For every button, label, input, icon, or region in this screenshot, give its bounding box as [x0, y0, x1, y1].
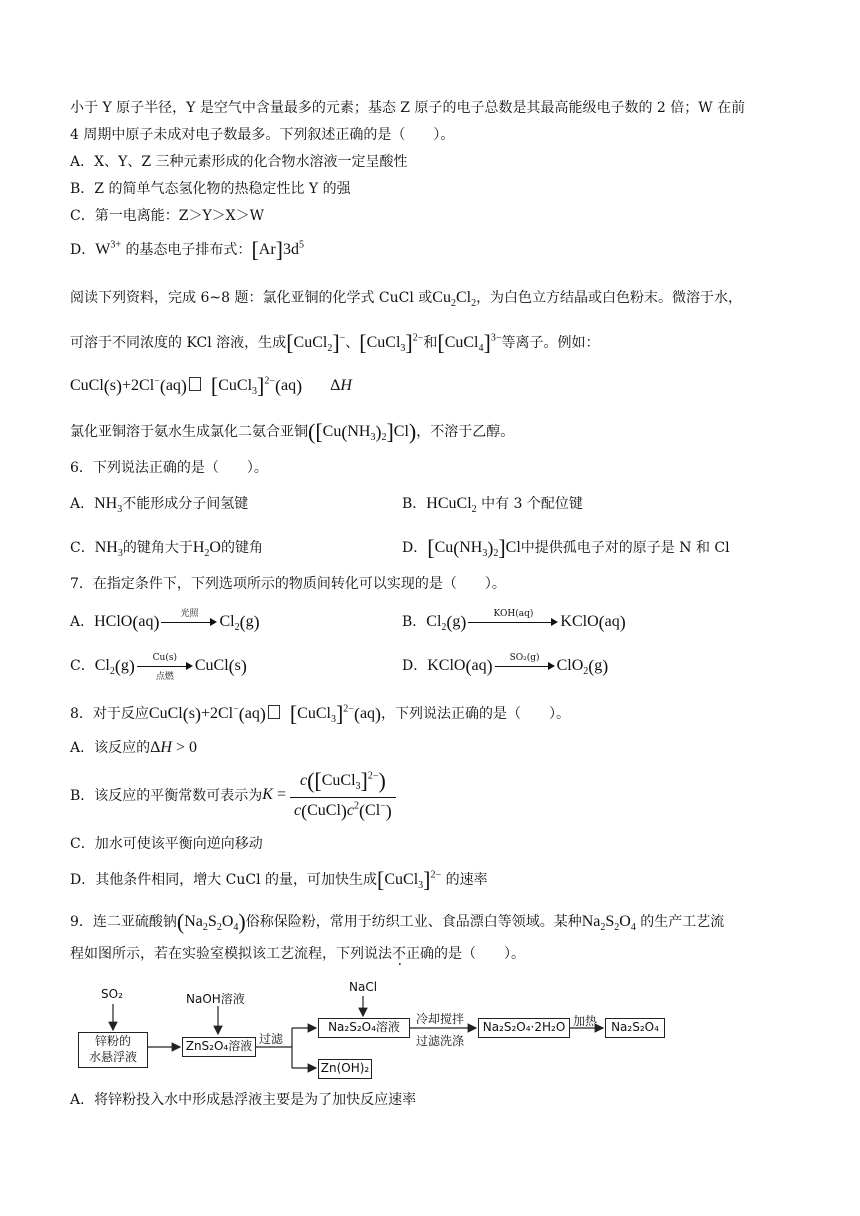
intro-line-1: 小于 Y 原子半径，Y 是空气中含量最多的元素；基态 Z 原子的电子总数是其最高能级电子数的 2 倍；W 在前 [70, 100, 746, 116]
hydrate-box: Na₂S₂O₄·2H₂O [478, 1018, 570, 1038]
intro-line-2: 4 周期中原子未成对电子数最多。下列叙述正确的是（ ）。 [70, 127, 455, 143]
zn-oh2-box: Zn(OH)₂ [318, 1059, 372, 1079]
reading-equation: CuCl(s)+2Cl−(aq) [CuCl$_3$]$^{2-}$(aq) ΔH [70, 373, 352, 398]
q5-option-c: C．第一电离能：Z＞Y＞X＞W [70, 208, 265, 224]
q6-option-d: D．$[Cu(NH_3)_2]Cl$中提供孤电子对的原子是 N 和 Cl [402, 535, 730, 560]
q6-option-c: C．$NH_3$的键角大于$H_2O$的键角 [70, 539, 263, 560]
q8-option-b: B．该反应的平衡常数可表示为K = $\frac{c([CuCl_3]^{2-})}{c(CuCl)c^2(Cl^-)}$ [70, 768, 396, 822]
nacl-label: NaCl [349, 980, 378, 994]
reading-line-1: 阅读下列资料，完成 6~8 题：氯化亚铜的化学式 CuCl 或$Cu_2Cl_2$，为白色立方结晶或白色粉末。微溶于水， [70, 289, 743, 310]
q9-stem-line-2: 程如图所示，若在实验室模拟该工艺流程，下列说法不正确的是（ ）。 [70, 946, 525, 962]
product-box: Na₂S₂O₄ [605, 1018, 665, 1038]
q7-option-b: B．$Cl_2(g)$ KOH(aq) KClO(aq) [402, 609, 626, 634]
reading-line-4: 氯化亚铜溶于氨水生成氯化二氨合亚铜$([Cu(NH_3)_2]Cl)$，不溶于乙醇。 [70, 419, 515, 444]
q9-option-a: A．将锌粉投入水中形成悬浮液主要是为了加快反应速率 [70, 1092, 417, 1108]
q6-option-b: B．HCuCl$_2$ 中有 3 个配位键 [402, 495, 583, 516]
q7-option-a: A．HClO(aq) 光照 $Cl_2(g)$ [70, 609, 260, 634]
heat-label: 加热 [573, 1014, 598, 1028]
q8-option-c: C．加水可使该平衡向逆向移动 [70, 836, 263, 852]
q9-stem-line-1: 9．连二亚硫酸钠$(Na_2S_2O_4)$俗称保险粉，常用于纺织工业、食品漂白等领域。某种$Na_2S_2O_4$ 的生产工艺流 [70, 909, 725, 934]
reaction-arrow: KOH(aq) [468, 615, 558, 629]
q6-stem: 6．下列说法正确的是（ ）。 [70, 460, 268, 476]
q5-option-b: B．Z 的简单气态氢化物的热稳定性比 Y 的强 [70, 181, 351, 197]
q7-option-d: D．KClO(aq) SO₂(g) ClO$_2$(g) [402, 653, 609, 678]
q8-option-a: A．该反应的ΔH > 0 [70, 739, 198, 756]
q6-option-a: A．$NH_3$不能形成分子间氢键 [70, 495, 249, 516]
filter-wash-label: 过滤洗涤 [416, 1034, 465, 1048]
q5-option-d: D．$W^{3+}$ 的基态电子排布式：$[Ar]3d^5$ [70, 237, 304, 262]
reading-line-2: 可溶于不同浓度的 KCl 溶液，生成[CuCl$_2$]−、[CuCl$_3$]$^{2-}$和[CuCl$_4$]$^{3-}$等离子。例如： [70, 330, 600, 355]
cool-stir-label: 冷却搅拌 [416, 1012, 465, 1026]
reaction-arrow: SO₂(g) [495, 659, 555, 673]
filter-label: 过滤 [259, 1032, 284, 1046]
so2-label: SO₂ [101, 987, 123, 1001]
reaction-arrow: 光照 [161, 615, 217, 629]
q5-option-a: A．X、Y、Z 三种元素形成的化合物水溶液一定呈酸性 [70, 154, 408, 170]
q8-option-d: D．其他条件相同，增大 CuCl 的量，可加快生成[CuCl$_3$]$^{2-}$ 的速率 [70, 867, 488, 892]
q7-stem: 7．在指定条件下，下列选项所示的物质间转化可以实现的是（ ）。 [70, 576, 506, 592]
q7-option-c: C．$Cl_2(g)$ Cu(s) 点燃 CuCl(s) [70, 653, 247, 682]
q8-stem: 8．对于反应CuCl(s)+2Cl−(aq) [CuCl$_3$]$^{2-}$(aq)，下列说法正确的是（ ）。 [70, 701, 571, 726]
zns2o4-box: ZnS₂O₄溶液 [182, 1037, 256, 1057]
zinc-suspension-box: 锌粉的 水悬浮液 [78, 1032, 148, 1068]
equilibrium-constant-fraction: $\frac{c([CuCl_3]^{2-})}{c(CuCl)c^2(Cl^-)}$ [290, 768, 396, 822]
naoh-label: NaOH溶液 [186, 992, 245, 1006]
reaction-arrow: Cu(s) 点燃 [137, 659, 193, 673]
na2s2o4-solution-box: Na₂S₂O₄溶液 [318, 1018, 410, 1038]
